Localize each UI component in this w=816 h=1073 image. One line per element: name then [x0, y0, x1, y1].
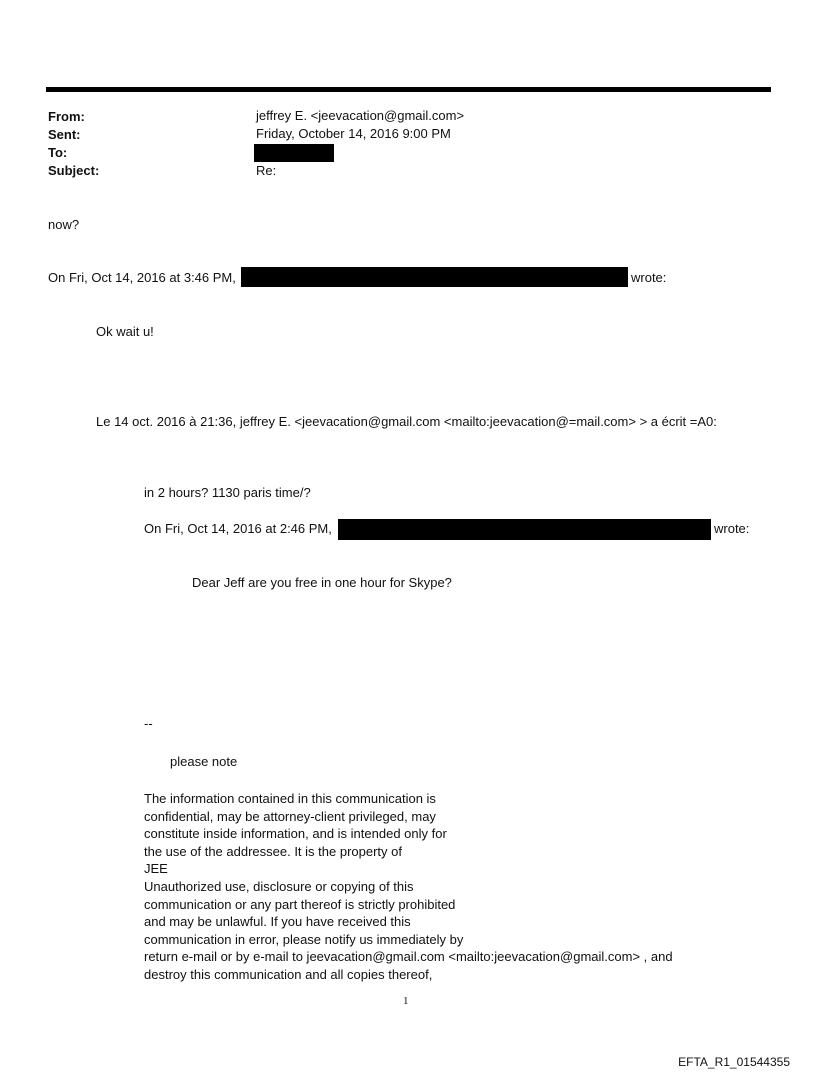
subject-value: Re:: [256, 163, 277, 178]
disclaimer-line: return e-mail or by e-mail to jeevacation@gmail.com <mailto:jeevacation@gmail.com> , and: [144, 949, 673, 965]
quote1-redaction: [241, 267, 628, 287]
disclaimer: [144, 790, 673, 984]
disclaimer-line: communication or any part thereof is strictly prohibited: [144, 896, 456, 912]
disclaimer-line: communication in error, please notify us immediately by: [144, 931, 464, 947]
disclaimer-line: the use of the addressee. It is the property of: [144, 843, 402, 859]
please-note: please note: [170, 754, 238, 769]
signature-separator: --: [144, 716, 153, 731]
sent-label: Sent:: [48, 127, 81, 142]
message-1: Ok wait u!: [96, 324, 154, 339]
reply-text: now?: [48, 217, 80, 232]
subject-label: Subject:: [48, 163, 100, 178]
quote3-prefix: On Fri, Oct 14, 2016 at 2:46 PM,: [144, 521, 332, 536]
quote3-suffix: wrote:: [714, 521, 750, 536]
quote1-prefix: On Fri, Oct 14, 2016 at 3:46 PM,: [48, 270, 236, 285]
disclaimer-line: The information contained in this communication is: [144, 791, 436, 806]
to-redaction: [254, 144, 334, 162]
sent-value: Friday, October 14, 2016 9:00 PM: [256, 126, 451, 141]
document-id: EFTA_R1_01544355: [678, 1055, 790, 1069]
disclaimer-line: JEE: [144, 861, 168, 877]
from-label: From:: [48, 109, 85, 124]
message-3: Dear Jeff are you free in one hour for Skype?: [192, 575, 452, 590]
disclaimer-line: confidential, may be attorney-client privileged, may: [144, 808, 436, 824]
message-2: in 2 hours? 1130 paris time/?: [144, 485, 311, 500]
disclaimer-line: constitute inside information, and is intended only for: [144, 826, 447, 842]
disclaimer-line: destroy this communication and all copies thereof,: [144, 966, 433, 982]
header-rule: [46, 87, 771, 92]
disclaimer-line: and may be unlawful. If you have received this: [144, 914, 411, 930]
quote3-redaction: [338, 519, 711, 540]
quote1-suffix: wrote:: [631, 270, 667, 285]
to-label: To:: [48, 145, 68, 160]
quote2-line: Le 14 oct. 2016 à 21:36, jeffrey E. <jeevacation@gmail.com <mailto:jeevacation@=mail.com> > a écrit =A0:: [96, 414, 717, 429]
from-value: jeffrey E. <jeevacation@gmail.com>: [256, 108, 465, 123]
page-number: 1: [403, 995, 409, 1007]
disclaimer-line: Unauthorized use, disclosure or copying of this: [144, 878, 414, 894]
